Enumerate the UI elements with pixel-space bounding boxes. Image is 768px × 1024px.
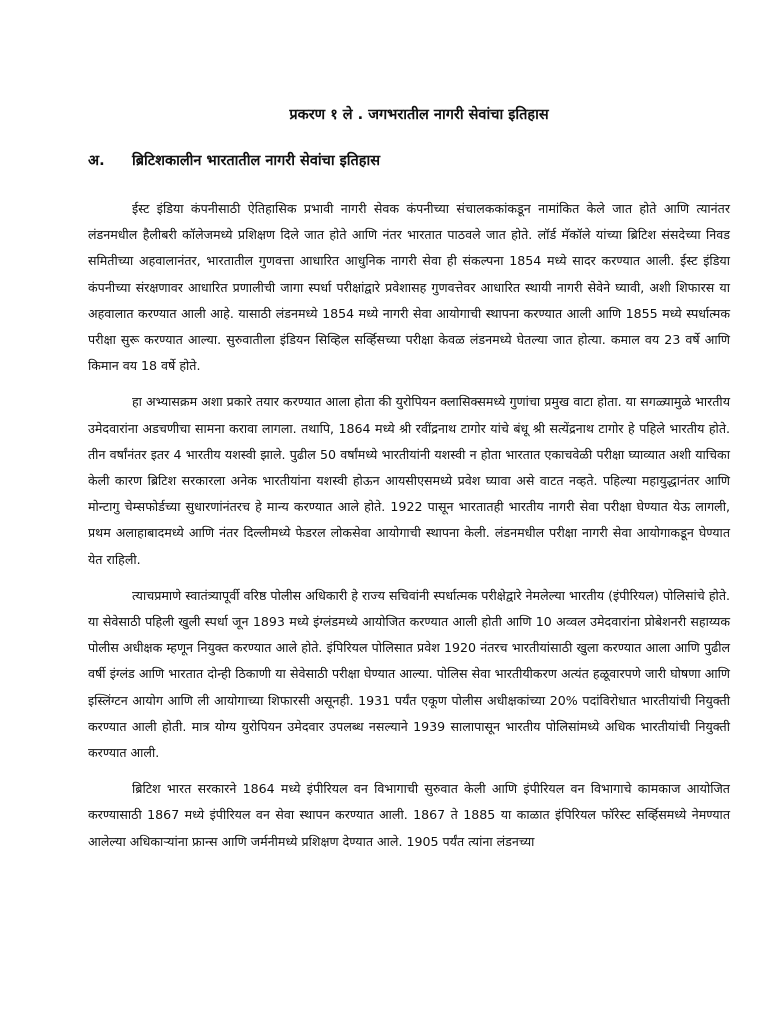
chapter-title: प्रकरण १ ले . जगभरातील नागरी सेवांचा इतिहास — [289, 107, 549, 123]
section-title: ब्रिटिशकालीन भारतातील नागरी सेवांचा इतिहास — [132, 153, 381, 169]
paragraph-2: हा अभ्यासक्रम अशा प्रकारे तयार करण्यात आला होता की युरोपियन क्लासिक्समध्ये गुणांचा प्रमुख वाटा होता. या सगळ्यामुळे भारतीय उमेदवारांना अडचणीचा सामना करावा लागला. तथापि, 1864 मध्ये श्री रवींद्रनाथ टागोर यांचे बंधू श्री सत्येंद्रनाथ टागोर हे पहिले भारतीय होते. तीन वर्षांनंतर इतर 4 भारतीय यशस्वी झाले. पुढील 50 वर्षांमध्ये भारतीयांनी यशस्वी न होता भारतात एकाचवेळी परीक्षा घ्याव्यात अशी याचिका केली कारण ब्रिटिश सरकारला अनेक भारतीयांना यशस्वी होऊन आयसीएसमध्ये प्रवेश घ्यावा असे वाटत नव्हते. पहिल्या महायुद्धानंतर आणि मोन्टागु चेम्सफोर्डच्या सुधारणांनंतरच हे मान्य करण्यात आले होते. 1922 पासून भारतातही भारतीय नागरी सेवा परीक्षा घेण्यात येऊ लागली, प्रथम अलाहाबादमध्ये आणि नंतर दिल्लीमध्ये फेडरल लोकसेवा आयोगाची स्थापना केली. लंडनमधील परीक्षा नागरी सेवा आयोगाकडून घेण्यात येत राहिली. — [88, 394, 730, 567]
paragraph-1: ईस्ट इंडिया कंपनीसाठी ऐतिहासिक प्रभावी नागरी सेवक कंपनीच्या संचालककांकडून नामांकित केले जात होते आणि त्यानंतर लंडनमधील हैलीबरी कॉलेजमध्ये प्रशिक्षण दिले जात होते आणि नंतर भारतात पाठवले जात होते. लॉर्ड मॅकॉले यांच्या ब्रिटिश संसदेच्या निवड समितीच्या अहवालानंतर, भारतातील गुणवत्ता आधारित आधुनिक नागरी सेवा ही संकल्पना 1854 मध्ये सादर करण्यात आली. ईस्ट इंडिया कंपनीच्या संरक्षणावर आधारित प्रणालीची जागा स्पर्धा परीक्षांद्वारे प्रवेशासह गुणवत्तेवर आधारित स्थायी नागरी सेवेने घ्यावी, अशी शिफारस या अहवालात करण्यात आली आहे. यासाठी लंडनमध्ये 1854 मध्ये नागरी सेवा आयोगाची स्थापना करण्यात आली आणि 1855 मध्ये स्पर्धात्मक परीक्षा सुरू करण्यात आल्या. सुरुवातीला इंडियन सिव्हिल सर्व्हिसच्या परीक्षा केवळ लंडनमध्ये घेतल्या जात होत्या. कमाल वय 23 वर्षे आणि किमान वय 18 वर्षे होते. — [88, 201, 730, 374]
paragraph-4: ब्रिटिश भारत सरकारने 1864 मध्ये इंपीरियल वन विभागाची सुरुवात केली आणि इंपीरियल वन विभागाचे कामकाज आयोजित करण्यासाठी 1867 मध्ये इंपीरियल वन सेवा स्थापन करण्यात आली. 1867 ते 1885 या काळात इंपिरियल फॉरेस्ट सर्व्हिसमध्ये नेमण्यात आलेल्या अधिकाऱ्यांना फ्रान्स आणि जर्मनीमध्ये प्रशिक्षण देण्यात आले. 1905 पर्यंत त्यांना लंडनच्या — [88, 781, 730, 849]
paragraph-3: त्याचप्रमाणे स्वातंत्र्यापूर्वी वरिष्ठ पोलीस अधिकारी हे राज्य सचिवांनी स्पर्धात्मक परीक्षेद्वारे नेमलेल्या भारतीय (इंपीरियल) पोलिसांचे होते. या सेवेसाठी पहिली खुली स्पर्धा जून 1893 मध्ये इंग्लंडमध्ये आयोजित करण्यात आली होती आणि 10 अव्वल उमेदवारांना प्रोबेशनरी सहाय्यक पोलीस अधीक्षक म्हणून नियुक्त करण्यात आले होते. इंपिरियल पोलिसात प्रवेश 1920 नंतरच भारतीयांसाठी खुला करण्यात आला आणि पुढील वर्षी इंग्लंड आणि भारतात दोन्ही ठिकाणी या सेवेसाठी परीक्षा घेण्यात आल्या. पोलिस सेवा भारतीयीकरण अत्यंत हळूवारपणे जारी घोषणा आणि इस्लिंग्टन आयोग आणि ली आयोगाच्या शिफारसी असूनही. 1931 पर्यंत एकूण पोलीस अधीक्षकांच्या 20% पदांविरोधात भारतीयांची नियुक्ती करण्यात आली होती. मात्र योग्य युरोपियन उमेदवार उपलब्ध नसल्याने 1939 सालापासून भारतीय पोलिसांमध्ये अधिक भारतीयांची नियुक्ती करण्यात आली. — [88, 587, 730, 761]
section-number: अ. — [88, 153, 105, 169]
section-heading — [88, 150, 730, 172]
